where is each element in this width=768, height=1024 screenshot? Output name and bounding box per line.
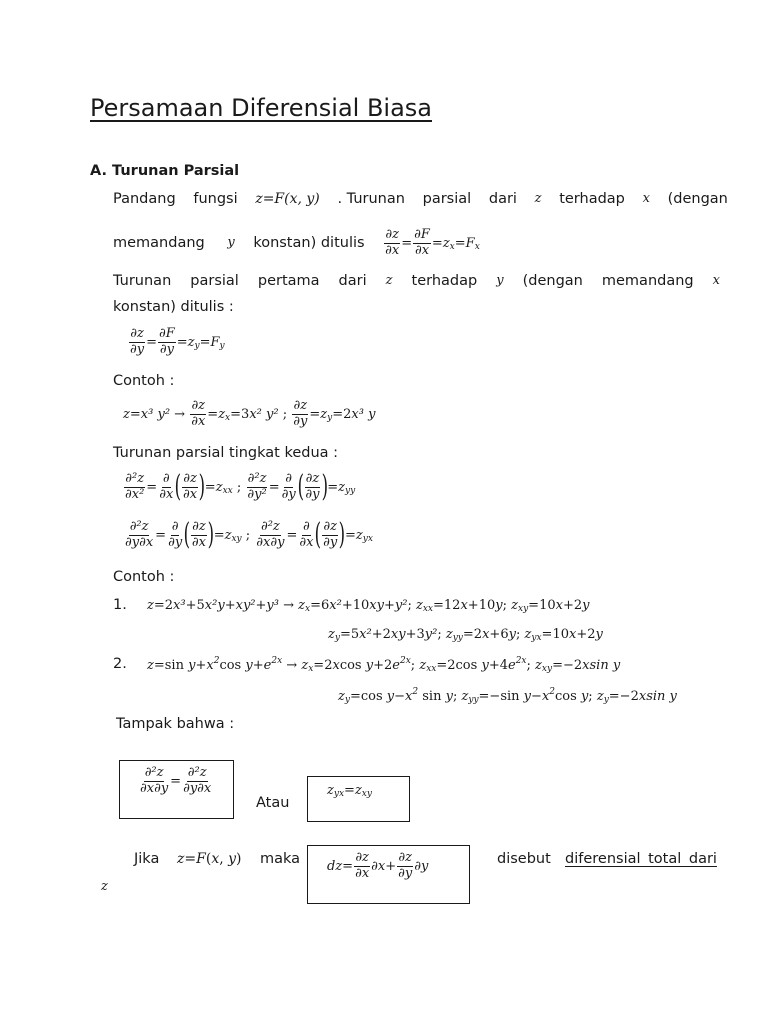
word: . Turunan — [337, 191, 405, 207]
word: terhadap — [559, 191, 625, 207]
formula-partial-x: $\frac{\partial z}{\partial x}$ = $\frac{\partial F}{\partial x}$ $=z_x=F_x$ — [385, 227, 480, 258]
math-expression: z=F(x, y) — [177, 851, 242, 867]
example-2-line-2: $z_y=\cos$ $y-x^2$ sin y; $z_{yy}=-\sin$ $y-x^2\cos$ y; $z_y=-2xsin$ y — [338, 687, 677, 705]
word: (dengan — [667, 191, 728, 207]
para2-line2: konstan) ditulis : — [113, 299, 234, 315]
example-number: 2. — [113, 656, 127, 672]
example-1-line-1: $z=2x^3+5x^2y+xy^2+y^3 \to z_x=6x^2+10xy+y^2$; $z_{xx}=12x+10y$; $z_{xy}=10x+2y$ — [147, 598, 590, 614]
math-expression: z=F(x, y) — [255, 191, 320, 207]
example-2-line-1: z=sin $y+x^2\cos$ $y+e^{2x} \to z_x=2xcos$ $y+2e^{2x}$; $z_{xx}=2\cos$ $y+4e^{2x}$; $z_{xy}=-2xsin$ y — [147, 656, 621, 674]
box-formula: $z_{yx}=z_{xy}$ — [327, 783, 372, 799]
example-1-line-2: $z_y=5x^2+2xy+3y^2$; $z_{yy}=2x+6y$; $z_{yx}=10x+2y$ — [328, 627, 603, 643]
word: memandang — [601, 273, 694, 289]
word: parsial — [190, 273, 239, 289]
box-formula: dz= $\frac{\partial z}{\partial x}$ ∂x+ $\frac{\partial z}{\partial y}$ ∂y — [327, 850, 429, 881]
math-variable: z — [385, 273, 393, 288]
example-formula: z=x³ y² → $\frac{\partial z}{\partial x}$ $=z_x=3x^2$ y² ; $\frac{\partial z}{\partial y}$ $=z_y=2x^3$ y — [123, 398, 376, 429]
jika-word: Jika — [134, 851, 160, 867]
word: Pandang — [113, 191, 176, 207]
formula-partial-y: $\frac{\partial z}{\partial y}$ = $\frac{\partial F}{\partial y}$ $=z_y=F_y$ — [130, 326, 225, 357]
word: pertama — [257, 273, 320, 289]
atau-label: Atau — [256, 795, 290, 811]
box-zyx-zxy — [307, 776, 410, 822]
box-total-differential — [307, 845, 470, 904]
word: (dengan — [522, 273, 583, 289]
word: konstan) ditulis — [253, 234, 365, 251]
second-order-formula-2: $\frac{\text{∂²z}}{\partial y\partial x}$ = $\frac{\partial}{\partial y}$ ( $\frac{\partial z}{\partial x}$ )$=z_{xy}$ ; $\frac{\text{∂²z}}{\partial x\partial y}$ = $\frac{\partial}{\partial x}$ ( $\frac{\partial z}{\partial y}$ )$=z_{yx}$ — [125, 517, 373, 553]
math-variable: z — [101, 879, 108, 894]
word: dari — [488, 191, 517, 207]
contoh-label: Contoh : — [113, 373, 175, 389]
section-heading: A. Turunan Parsial — [90, 163, 240, 179]
example-number: 1. — [113, 597, 127, 613]
word: memandang — [113, 234, 205, 251]
math-variable: x — [642, 191, 650, 206]
contoh-label-2: Contoh : — [113, 569, 175, 585]
math-variable: z — [534, 191, 542, 206]
second-order-label: Turunan parsial tingkat kedua : — [113, 445, 339, 461]
word: terhadap — [411, 273, 478, 289]
math-variable: x — [712, 273, 720, 288]
box-mixed-partial-equality — [119, 760, 234, 819]
para2-line1 — [113, 273, 720, 289]
second-order-formula-1: $\frac{\text{∂²z}}{\text{∂x²}}$ = $\frac{\partial}{\partial x}$ ( $\frac{\partial z}{\partial x}$ )$=z_{xx}$ ; $\frac{\text{∂²z}}{\text{∂y²}}$ = $\frac{\partial}{\partial y}$ ( $\frac{\partial z}{\partial y}$ )$=z_{yy}$ — [125, 469, 356, 505]
page-title: Persamaan Diferensial Biasa — [90, 94, 432, 122]
para1-line2 — [113, 228, 480, 259]
para1-line1 — [113, 191, 728, 207]
tampak-label: Tampak bahwa : — [116, 716, 235, 732]
word: Turunan — [113, 273, 172, 289]
word: parsial — [422, 191, 472, 207]
math-variable: y — [496, 273, 504, 288]
math-variable: y — [227, 235, 235, 251]
total-differential-term: diferensial total dari — [565, 851, 717, 867]
word: dari — [338, 273, 367, 289]
word: fungsi — [193, 191, 238, 207]
maka-word: maka — [260, 851, 301, 867]
disebut-word: disebut — [497, 851, 551, 867]
box-formula: $\frac{\text{∂²z}}{\partial x\partial y}$ = $\frac{\text{∂²z}}{\partial y\partial x}$ — [140, 765, 212, 796]
